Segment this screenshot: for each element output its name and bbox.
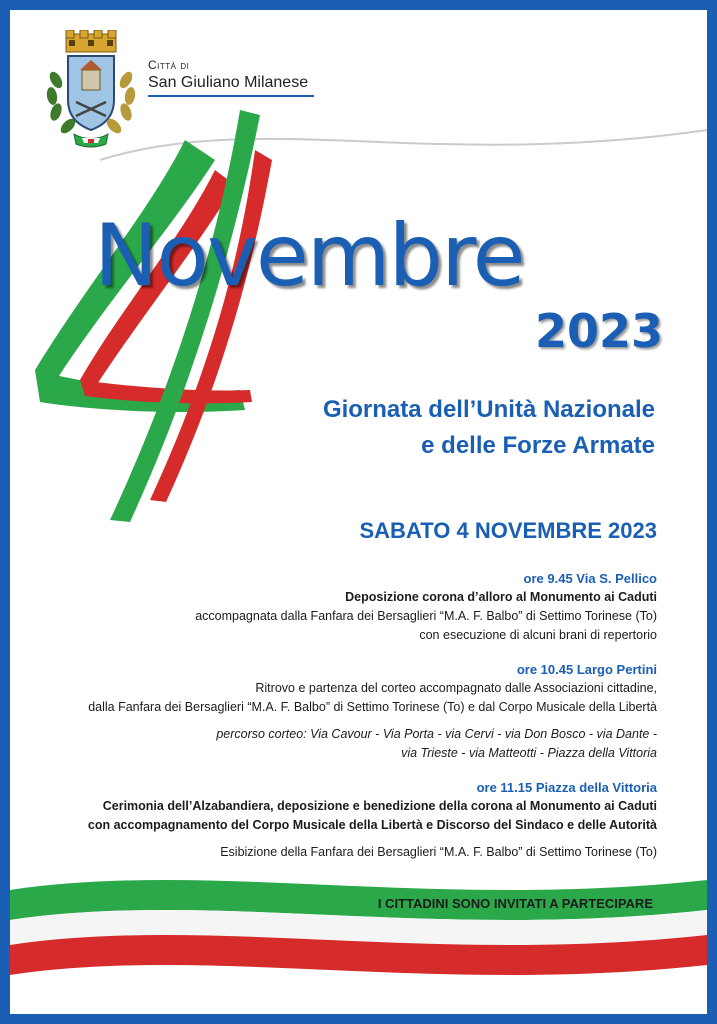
event-line: Deposizione corona d’alloro al Monumento ai Caduti xyxy=(345,590,657,604)
main-title: Novembre xyxy=(94,206,524,306)
subtitle xyxy=(323,392,655,464)
event-line: con esecuzione di alcuni brani di repertorio xyxy=(419,628,657,642)
events-list xyxy=(17,570,657,878)
city-prefix: Città di xyxy=(148,58,190,72)
invite-text: I CITTADINI SONO INVITATI A PARTECIPARE xyxy=(377,896,653,911)
crown-icon xyxy=(66,30,116,52)
city-header xyxy=(148,58,314,97)
route-line: percorso corteo: Via Cavour - Via Porta - via Cervi - via Don Bosco - via Dante - xyxy=(216,727,657,741)
event-time: ore 11.15 Piazza della Vittoria xyxy=(476,780,657,795)
number-four-flag-icon xyxy=(35,110,272,522)
event-line: con accompagnamento del Corpo Musicale della Libertà e Discorso del Sindaco e delle Autorità xyxy=(87,818,657,832)
event-line: accompagnata dalla Fanfara dei Bersaglieri “M.A. F. Balbo” di Settimo Torinese (To) xyxy=(195,609,657,623)
event-line: dalla Fanfara dei Bersaglieri “M.A. F. Balbo” di Settimo Torinese (To) e dal Corpo Musicale della Libertà xyxy=(88,700,657,714)
poster-page xyxy=(10,10,707,1014)
city-crest-logo xyxy=(36,30,146,154)
event-time: ore 9.45 Via S. Pellico xyxy=(523,571,657,586)
event-item xyxy=(17,570,657,645)
event-extra-line: Esibizione della Fanfara dei Bersaglieri “M.A. F. Balbo” di Settimo Torinese (To) xyxy=(220,845,657,859)
year: 2023 xyxy=(534,304,663,358)
date-heading: SABATO 4 NOVEMBRE 2023 xyxy=(359,518,657,543)
event-item xyxy=(17,779,657,862)
event-time: ore 10.45 Largo Pertini xyxy=(516,662,657,677)
route-line: via Trieste - via Matteotti - Piazza della Vittoria xyxy=(401,746,657,760)
subtitle-line: e delle Forze Armate xyxy=(421,432,655,459)
city-name: San Giuliano Milanese xyxy=(148,74,314,97)
subtitle-line: Giornata dell’Unità Nazionale xyxy=(322,396,655,423)
event-item xyxy=(17,661,657,763)
event-line: Ritrovo e partenza del corteo accompagnato dalle Associazioni cittadine, xyxy=(255,681,657,695)
event-line: Cerimonia dell’Alzabandiera, deposizione e benedizione della corona al Monumento ai Caduti xyxy=(102,799,657,813)
